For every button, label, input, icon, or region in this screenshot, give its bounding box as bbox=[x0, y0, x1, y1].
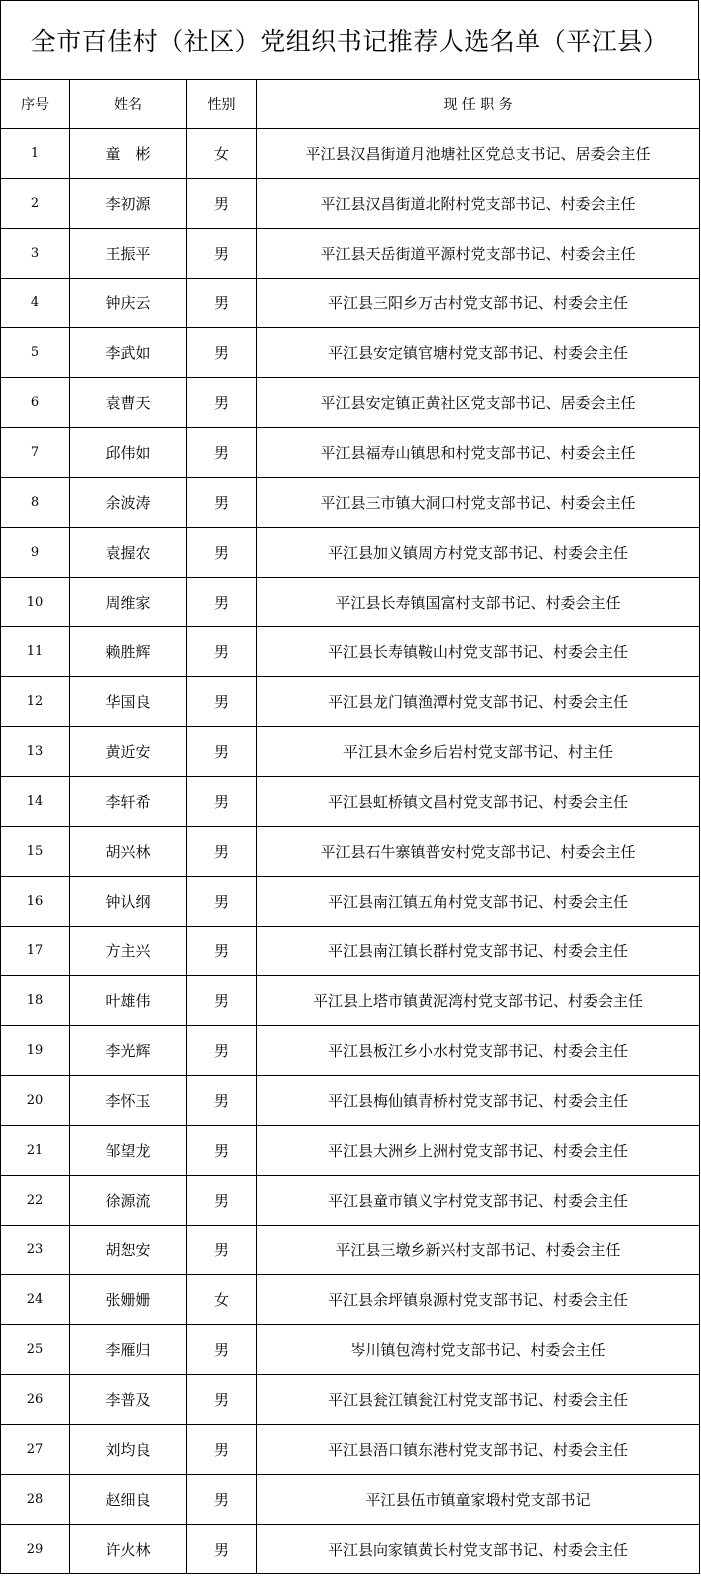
cell-name: 徐源流 bbox=[70, 1175, 187, 1225]
cell-position: 平江县石牛寨镇普安村党支部书记、村委会主任 bbox=[257, 826, 700, 876]
cell-name: 邹望龙 bbox=[70, 1125, 187, 1175]
cell-gender: 男 bbox=[187, 1375, 257, 1425]
cell-position: 平江县加义镇周方村党支部书记、村委会主任 bbox=[257, 527, 700, 577]
cell-gender: 男 bbox=[187, 727, 257, 777]
cell-position: 平江县福寿山镇思和村党支部书记、村委会主任 bbox=[257, 428, 700, 478]
cell-index: 21 bbox=[1, 1125, 70, 1175]
cell-name: 钟认纲 bbox=[70, 876, 187, 926]
cell-index: 22 bbox=[1, 1175, 70, 1225]
cell-gender: 男 bbox=[187, 1026, 257, 1076]
table-row bbox=[1, 328, 700, 378]
cell-index: 25 bbox=[1, 1325, 70, 1375]
cell-name: 黄近安 bbox=[70, 727, 187, 777]
header-position: 现 任 职 务 bbox=[257, 80, 700, 129]
cell-name: 李雁归 bbox=[70, 1325, 187, 1375]
table-row bbox=[1, 477, 700, 527]
cell-gender: 男 bbox=[187, 776, 257, 826]
cell-name: 李初源 bbox=[70, 178, 187, 228]
table-row bbox=[1, 826, 700, 876]
cell-position: 平江县长寿镇国富村支部书记、村委会主任 bbox=[257, 577, 700, 627]
cell-gender: 男 bbox=[187, 876, 257, 926]
cell-position: 平江县瓮江镇瓮江村党支部书记、村委会主任 bbox=[257, 1375, 700, 1425]
table-row bbox=[1, 1076, 700, 1126]
table-row bbox=[1, 727, 700, 777]
cell-index: 28 bbox=[1, 1474, 70, 1524]
cell-gender: 男 bbox=[187, 627, 257, 677]
cell-index: 8 bbox=[1, 477, 70, 527]
page-title: 全市百佳村（社区）党组织书记推荐人选名单（平江县） bbox=[0, 0, 699, 79]
cell-position: 岑川镇包湾村党支部书记、村委会主任 bbox=[257, 1325, 700, 1375]
cell-position: 平江县安定镇正黄社区党支部书记、居委会主任 bbox=[257, 378, 700, 428]
cell-name: 张姗姗 bbox=[70, 1275, 187, 1325]
cell-gender: 男 bbox=[187, 428, 257, 478]
cell-position: 平江县南江镇五角村党支部书记、村委会主任 bbox=[257, 876, 700, 926]
cell-index: 2 bbox=[1, 178, 70, 228]
table-row bbox=[1, 1225, 700, 1275]
table-row bbox=[1, 1026, 700, 1076]
table-row bbox=[1, 776, 700, 826]
cell-position: 平江县大洲乡上洲村党支部书记、村委会主任 bbox=[257, 1125, 700, 1175]
table-row bbox=[1, 129, 700, 179]
cell-gender: 男 bbox=[187, 826, 257, 876]
cell-gender: 男 bbox=[187, 1175, 257, 1225]
cell-position: 平江县伍市镇童家塅村党支部书记 bbox=[257, 1474, 700, 1524]
cell-index: 14 bbox=[1, 776, 70, 826]
table-row bbox=[1, 1175, 700, 1225]
table-row bbox=[1, 527, 700, 577]
cell-index: 4 bbox=[1, 278, 70, 328]
cell-name: 邱伟如 bbox=[70, 428, 187, 478]
cell-position: 平江县木金乡后岩村党支部书记、村主任 bbox=[257, 727, 700, 777]
cell-index: 3 bbox=[1, 228, 70, 278]
cell-name: 王振平 bbox=[70, 228, 187, 278]
cell-position: 平江县天岳街道平源村党支部书记、村委会主任 bbox=[257, 228, 700, 278]
cell-index: 11 bbox=[1, 627, 70, 677]
cell-name: 叶雄伟 bbox=[70, 976, 187, 1026]
table-row bbox=[1, 1325, 700, 1375]
cell-name: 胡兴林 bbox=[70, 826, 187, 876]
cell-gender: 男 bbox=[187, 1424, 257, 1474]
cell-position: 平江县三阳乡万古村党支部书记、村委会主任 bbox=[257, 278, 700, 328]
cell-gender: 男 bbox=[187, 328, 257, 378]
cell-index: 18 bbox=[1, 976, 70, 1026]
cell-index: 26 bbox=[1, 1375, 70, 1425]
table-body bbox=[1, 129, 700, 1574]
cell-position: 平江县龙门镇渔潭村党支部书记、村委会主任 bbox=[257, 677, 700, 727]
cell-gender: 男 bbox=[187, 1524, 257, 1574]
cell-index: 15 bbox=[1, 826, 70, 876]
table-row bbox=[1, 1474, 700, 1524]
cell-gender: 男 bbox=[187, 976, 257, 1026]
cell-name: 李光辉 bbox=[70, 1026, 187, 1076]
cell-position: 平江县板江乡小水村党支部书记、村委会主任 bbox=[257, 1026, 700, 1076]
cell-index: 20 bbox=[1, 1076, 70, 1126]
table-row bbox=[1, 278, 700, 328]
table-row bbox=[1, 228, 700, 278]
cell-index: 24 bbox=[1, 1275, 70, 1325]
table-row bbox=[1, 378, 700, 428]
cell-name: 李普及 bbox=[70, 1375, 187, 1425]
table-row bbox=[1, 577, 700, 627]
cell-gender: 男 bbox=[187, 527, 257, 577]
cell-name: 袁曹天 bbox=[70, 378, 187, 428]
cell-index: 16 bbox=[1, 876, 70, 926]
table-row bbox=[1, 677, 700, 727]
cell-position: 平江县汉昌街道北附村党支部书记、村委会主任 bbox=[257, 178, 700, 228]
cell-name: 赖胜辉 bbox=[70, 627, 187, 677]
cell-position: 平江县南江镇长群村党支部书记、村委会主任 bbox=[257, 926, 700, 976]
cell-index: 5 bbox=[1, 328, 70, 378]
cell-index: 12 bbox=[1, 677, 70, 727]
cell-name: 余波涛 bbox=[70, 477, 187, 527]
header-name: 姓名 bbox=[70, 80, 187, 129]
cell-name: 李怀玉 bbox=[70, 1076, 187, 1126]
cell-name: 童 彬 bbox=[70, 129, 187, 179]
cell-name: 方主兴 bbox=[70, 926, 187, 976]
cell-position: 平江县向家镇黄长村党支部书记、村委会主任 bbox=[257, 1524, 700, 1574]
cell-gender: 男 bbox=[187, 677, 257, 727]
cell-index: 7 bbox=[1, 428, 70, 478]
cell-gender: 男 bbox=[187, 228, 257, 278]
cell-index: 10 bbox=[1, 577, 70, 627]
cell-index: 1 bbox=[1, 129, 70, 179]
cell-position: 平江县三市镇大洞口村党支部书记、村委会主任 bbox=[257, 477, 700, 527]
cell-gender: 男 bbox=[187, 926, 257, 976]
cell-name: 胡恕安 bbox=[70, 1225, 187, 1275]
cell-index: 9 bbox=[1, 527, 70, 577]
table-row bbox=[1, 876, 700, 926]
cell-position: 平江县汉昌街道月池塘社区党总支书记、居委会主任 bbox=[257, 129, 700, 179]
table-header-row bbox=[1, 80, 700, 129]
table-row bbox=[1, 1424, 700, 1474]
cell-gender: 男 bbox=[187, 1474, 257, 1524]
cell-position: 平江县上塔市镇黄泥湾村党支部书记、村委会主任 bbox=[257, 976, 700, 1026]
table-row bbox=[1, 1375, 700, 1425]
cell-index: 23 bbox=[1, 1225, 70, 1275]
cell-gender: 男 bbox=[187, 1225, 257, 1275]
cell-gender: 男 bbox=[187, 577, 257, 627]
cell-name: 周维家 bbox=[70, 577, 187, 627]
cell-gender: 男 bbox=[187, 1076, 257, 1126]
table-row bbox=[1, 1524, 700, 1574]
cell-name: 李轩希 bbox=[70, 776, 187, 826]
cell-position: 平江县安定镇官塘村党支部书记、村委会主任 bbox=[257, 328, 700, 378]
cell-index: 13 bbox=[1, 727, 70, 777]
table-row bbox=[1, 428, 700, 478]
cell-index: 19 bbox=[1, 1026, 70, 1076]
cell-gender: 男 bbox=[187, 278, 257, 328]
cell-position: 平江县浯口镇东港村党支部书记、村委会主任 bbox=[257, 1424, 700, 1474]
cell-gender: 男 bbox=[187, 378, 257, 428]
table-row bbox=[1, 1125, 700, 1175]
table-row bbox=[1, 178, 700, 228]
cell-name: 华国良 bbox=[70, 677, 187, 727]
table-row bbox=[1, 976, 700, 1026]
cell-name: 刘均良 bbox=[70, 1424, 187, 1474]
header-gender: 性别 bbox=[187, 80, 257, 129]
cell-gender: 男 bbox=[187, 178, 257, 228]
cell-name: 李武如 bbox=[70, 328, 187, 378]
cell-gender: 男 bbox=[187, 1125, 257, 1175]
cell-index: 27 bbox=[1, 1424, 70, 1474]
cell-name: 许火林 bbox=[70, 1524, 187, 1574]
cell-position: 平江县童市镇义字村党支部书记、村委会主任 bbox=[257, 1175, 700, 1225]
cell-gender: 男 bbox=[187, 477, 257, 527]
cell-index: 29 bbox=[1, 1524, 70, 1574]
cell-name: 赵细良 bbox=[70, 1474, 187, 1524]
cell-gender: 女 bbox=[187, 1275, 257, 1325]
header-index: 序号 bbox=[1, 80, 70, 129]
table-row bbox=[1, 627, 700, 677]
cell-position: 平江县虹桥镇文昌村党支部书记、村委会主任 bbox=[257, 776, 700, 826]
cell-index: 17 bbox=[1, 926, 70, 976]
cell-gender: 男 bbox=[187, 1325, 257, 1375]
cell-gender: 女 bbox=[187, 129, 257, 179]
candidate-table bbox=[0, 79, 700, 1574]
table-row bbox=[1, 926, 700, 976]
cell-position: 平江县长寿镇鞍山村党支部书记、村委会主任 bbox=[257, 627, 700, 677]
cell-position: 平江县梅仙镇青桥村党支部书记、村委会主任 bbox=[257, 1076, 700, 1126]
cell-name: 袁握农 bbox=[70, 527, 187, 577]
cell-position: 平江县余坪镇泉源村党支部书记、村委会主任 bbox=[257, 1275, 700, 1325]
cell-position: 平江县三墩乡新兴村支部书记、村委会主任 bbox=[257, 1225, 700, 1275]
cell-index: 6 bbox=[1, 378, 70, 428]
cell-name: 钟庆云 bbox=[70, 278, 187, 328]
table-row bbox=[1, 1275, 700, 1325]
